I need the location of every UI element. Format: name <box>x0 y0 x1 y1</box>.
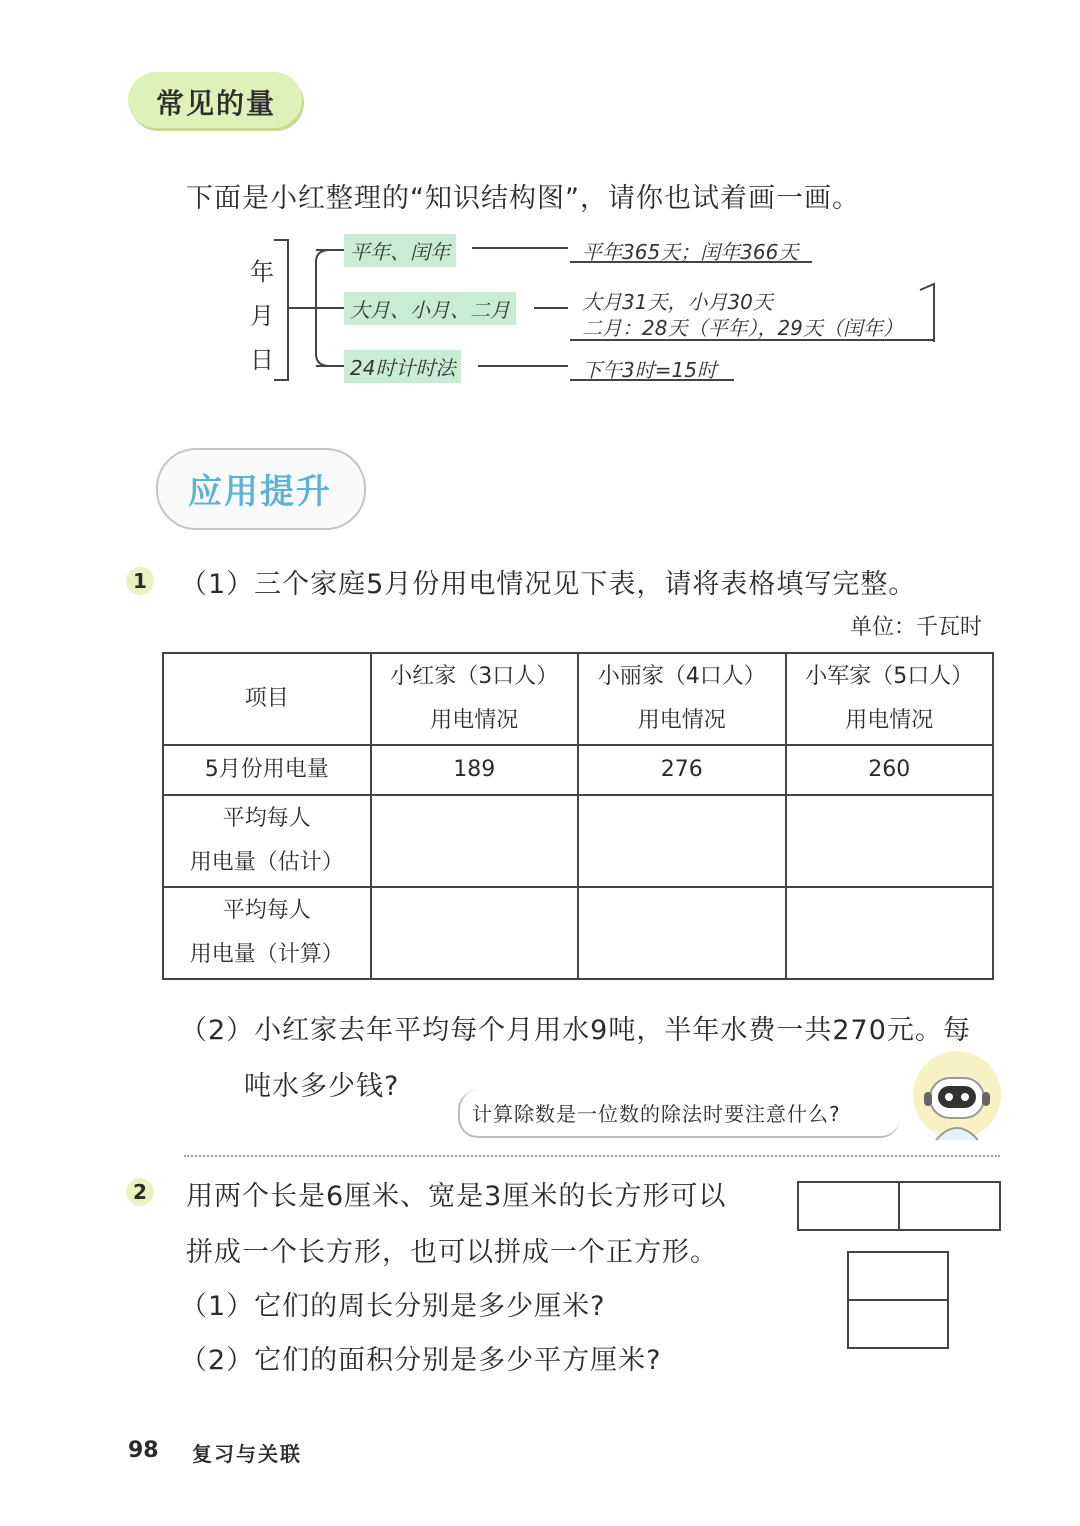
q2-number-badge: 2 <box>126 1178 154 1206</box>
table-cell-value: 276 <box>578 745 786 795</box>
q1-number-badge: 1 <box>126 567 154 595</box>
table-cell-empty[interactable] <box>371 887 579 979</box>
table-header-xiaoli: 小丽家（4口人） 用电情况 <box>578 653 786 745</box>
q2-line1: 用两个长是6厘米、宽是3厘米的长方形可以 <box>186 1181 727 1212</box>
divider-dotted <box>184 1155 1000 1157</box>
table-cell-empty[interactable] <box>371 795 579 887</box>
q2-sub1: （1）它们的周长分别是多少厘米? <box>180 1291 606 1322</box>
km-root-day: 日 <box>250 346 274 374</box>
km-branch-months: 大月、小月、二月 <box>344 292 516 325</box>
km-root-year: 年 <box>250 258 274 286</box>
section-title: 常见的量 <box>156 87 277 120</box>
intro-text: 下面是小红整理的“知识结构图”，请你也试着画一画。 <box>186 183 860 214</box>
table-row-label: 5月份用电量 <box>163 745 371 795</box>
table-row <box>163 795 993 887</box>
table-row-label: 平均每人 用电量（估计） <box>163 795 371 887</box>
km-root-month: 月 <box>250 302 274 330</box>
km-branch-leap-year: 平年、闰年 <box>344 234 456 267</box>
table-cell-value: 260 <box>786 745 994 795</box>
table-cell-empty[interactable] <box>578 887 786 979</box>
page-number: 98 <box>128 1438 159 1463</box>
km-note-february: 二月：28天（平年），29天（闰年） <box>582 316 903 340</box>
apply-badge <box>156 448 366 530</box>
km-note-months: 大月31天，小月30天 <box>582 290 773 314</box>
table-cell-value: 189 <box>371 745 579 795</box>
robot-mascot-icon <box>912 1050 1002 1142</box>
km-connector-lines <box>0 0 1080 420</box>
km-note-24h: 下午3时=15时 <box>582 358 717 382</box>
table-cell-empty[interactable] <box>786 887 994 979</box>
q2-line2: 拼成一个长方形，也可以拼成一个正方形。 <box>186 1237 718 1268</box>
table-header-xiaojun: 小军家（5口人） 用电情况 <box>786 653 994 745</box>
table-row-label: 平均每人 用电量（计算） <box>163 887 371 979</box>
table-cell-empty[interactable] <box>578 795 786 887</box>
table-cell-empty[interactable] <box>786 795 994 887</box>
q1-part1-text: （1）三个家庭5月份用电情况见下表，请将表格填写完整。 <box>180 569 917 600</box>
electricity-table <box>162 652 994 980</box>
q1-unit: 单位：千瓦时 <box>850 615 983 640</box>
rectangles-diagram <box>796 1180 1002 1352</box>
hint-text: 计算除数是一位数的除法时要注意什么? <box>472 1102 841 1126</box>
q1-part2-line1: （2）小红家去年平均每个月用水9吨，半年水费一共270元。每 <box>180 1015 971 1046</box>
footer-title: 复习与关联 <box>192 1442 302 1466</box>
km-branch-24h: 24时计时法 <box>344 350 461 383</box>
table-header-xiaohong: 小红家（3口人） 用电情况 <box>371 653 579 745</box>
apply-title: 应用提升 <box>188 472 332 512</box>
km-note-leap: 平年365天；闰年366天 <box>582 240 799 264</box>
table-row <box>163 887 993 979</box>
q1-part2-line2: 吨水多少钱? <box>244 1071 400 1102</box>
table-header-item: 项目 <box>163 653 371 745</box>
table-row <box>163 745 993 795</box>
q2-sub2: （2）它们的面积分别是多少平方厘米? <box>180 1345 662 1376</box>
